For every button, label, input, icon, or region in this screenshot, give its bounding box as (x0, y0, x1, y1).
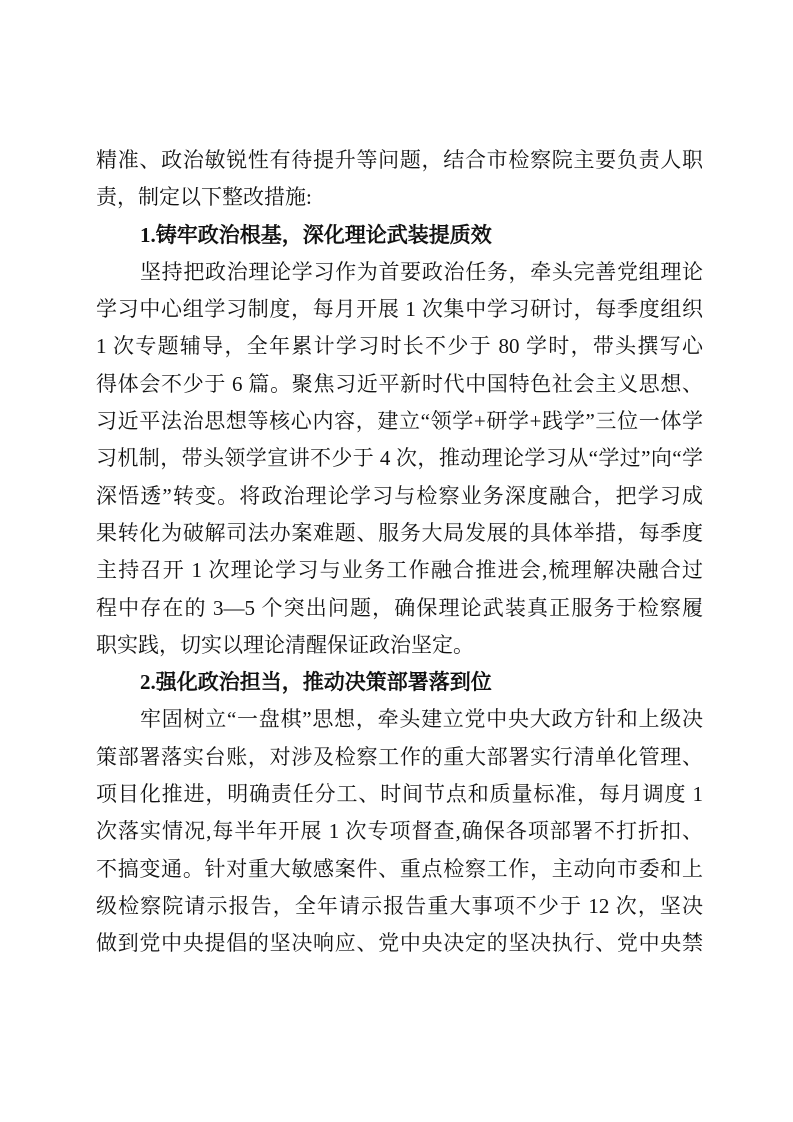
text-line: 深悟透”转变。将政治理论学习与检察业务深度融合，把学习成 (96, 483, 703, 508)
text-line: 级检察院请示报告，全年请示报告重大事项不少于 12 次，坚决 (96, 893, 703, 918)
text-line: 习机制，带头领学宣讲不少于 4 次，推动理论学习从“学过”向“学 (96, 446, 703, 471)
text-line: 次落实情况,每半年开展 1 次专项督查,确保各项部署不打折扣、 (96, 819, 703, 844)
text-line: 责，制定以下整改措施: (96, 185, 312, 210)
text-line: 不搞变通。针对重大敏感案件、重点检察工作，主动向市委和上 (96, 856, 703, 881)
text-line: 得体会不少于 6 篇。聚焦习近平新时代中国特色社会主义思想、 (96, 371, 703, 396)
text-line: 1 次专题辅导，全年累计学习时长不少于 80 学时，带头撰写心 (96, 334, 703, 359)
text-line: 程中存在的 3—5 个突出问题，确保理论武装真正服务于检察履 (96, 595, 703, 620)
text-line: 学习中心组学习制度，每月开展 1 次集中学习研讨，每季度组织 (96, 297, 703, 322)
text-line: 项目化推进，明确责任分工、时间节点和质量标准，每月调度 1 (96, 782, 703, 807)
text-line: 策部署落实台账，对涉及检察工作的重大部署实行清单化管理、 (96, 744, 703, 769)
text-line: 牢固树立“一盘棋”思想，牵头建立党中央大政方针和上级决 (140, 707, 703, 732)
section-heading: 1.铸牢政治根基，深化理论武装提质效 (140, 222, 492, 247)
section-heading: 2.强化政治担当，推动决策部署落到位 (140, 670, 492, 695)
text-line: 主持召开 1 次理论学习与业务工作融合推进会,梳理解决融合过 (96, 558, 703, 583)
text-line: 精准、政治敏锐性有待提升等问题，结合市检察院主要负责人职 (96, 148, 703, 172)
text-line: 职实践，切实以理论清醒保证政治坚定。 (96, 632, 474, 657)
text-line: 果转化为破解司法办案难题、服务大局发展的具体举措，每季度 (96, 520, 703, 545)
text-line: 做到党中央提倡的坚决响应、党中央决定的坚决执行、党中央禁 (96, 931, 703, 956)
text-line: 坚持把政治理论学习作为首要政治任务，牵头完善党组理论 (140, 259, 703, 284)
document-body (96, 142, 703, 963)
text-line: 习近平法治思想等核心内容，建立“领学+研学+践学”三位一体学 (96, 409, 703, 434)
